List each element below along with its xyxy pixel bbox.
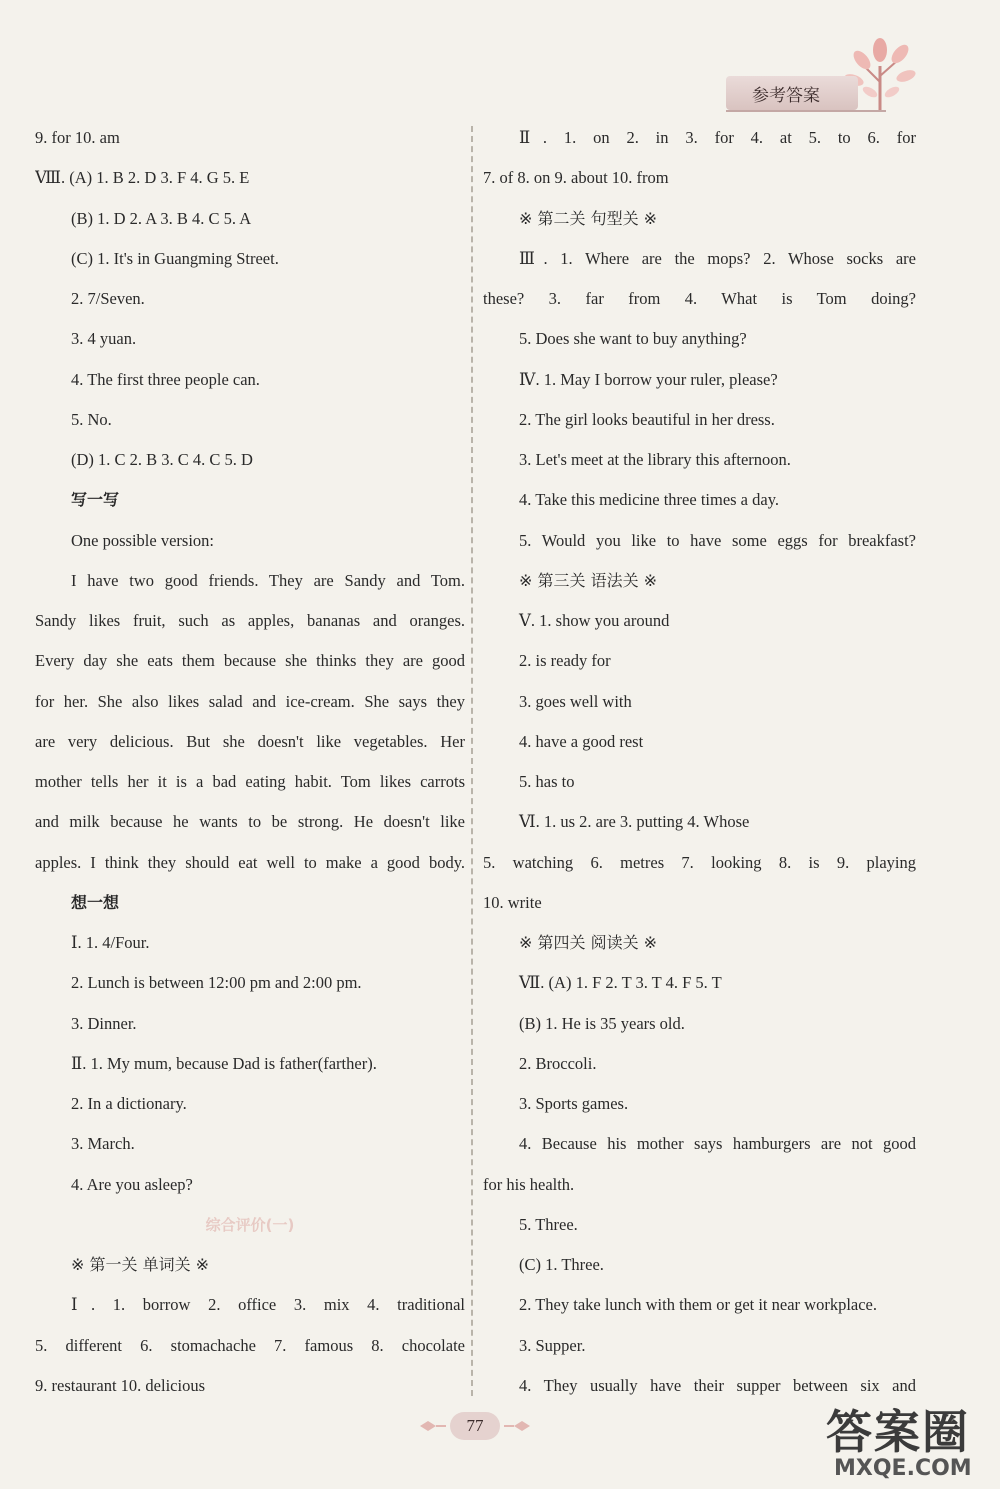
answer-line: 10. write <box>483 892 542 912</box>
answer-line: (B) 1. D 2. A 3. B 4. C 5. A <box>71 208 252 228</box>
level-heading: ※ 第一关 单词关 ※ <box>71 1255 210 1274</box>
essay-line: Sandy likes fruit, such as apples, bananas and oranges. <box>35 611 465 630</box>
answer-line: 4. The first three people can. <box>71 369 260 389</box>
answer-line: 9. restaurant 10. delicious <box>35 1375 205 1395</box>
essay-line: Every day she eats them because she thinks they are good <box>35 651 465 671</box>
answer-line: 3. Let's meet at the library this afternoon. <box>519 450 791 469</box>
answer-line: One possible version: <box>71 530 214 550</box>
answer-line: 2. Lunch is between 12:00 pm and 2:00 pm. <box>71 973 362 993</box>
answer-line: these? 3. far from 4. What is Tom doing? <box>483 289 916 308</box>
answer-line: 5. has to <box>519 772 575 791</box>
answer-line: Ⅱ. 1. on 2. in 3. for 4. at 5. to 6. for <box>519 128 916 147</box>
section-heading: 想一想 <box>71 892 120 912</box>
page-number: 77 <box>450 1412 500 1440</box>
level-heading: ※ 第四关 阅读关 ※ <box>519 933 658 952</box>
site-watermark <box>820 1396 1000 1489</box>
header-tag <box>726 76 858 110</box>
answer-line: 2. The girl looks beautiful in her dress. <box>519 409 775 429</box>
level-heading: ※ 第三关 语法关 ※ <box>519 570 658 590</box>
answer-line: 2. They take lunch with them or get it near workplace. <box>519 1295 877 1315</box>
answer-line: 4. Because his mother says hamburgers are not good <box>519 1134 916 1154</box>
answer-line: 2. 7/Seven. <box>71 289 145 308</box>
answer-line: 2. In a dictionary. <box>71 1094 187 1113</box>
essay-line: mother tells her it is a bad eating habit. Tom likes carrots <box>35 772 465 791</box>
essay-line: are very delicious. But she doesn't like vegetables. Her <box>35 731 465 751</box>
answer-line: 2. is ready for <box>519 651 611 671</box>
answer-line: 3. Dinner. <box>71 1013 137 1033</box>
watermark-logo-text: 答案圈 <box>826 1405 970 1459</box>
answer-line: 4. have a good rest <box>519 731 644 751</box>
answer-line: 3. Sports games. <box>519 1094 629 1113</box>
answer-line: 3. 4 yuan. <box>71 329 137 349</box>
answer-line: Ⅴ. 1. show you around <box>519 611 670 630</box>
essay-line: apples. I think they should eat well to make a good body. <box>35 852 465 872</box>
column-divider <box>471 126 473 1396</box>
section-title-faint: 综合评价(一) <box>205 1215 295 1234</box>
right-column <box>483 118 916 1406</box>
answer-line: 3. March. <box>71 1134 135 1154</box>
page-number-badge <box>418 1410 532 1444</box>
answer-line: Ⅵ. 1. us 2. are 3. putting 4. Whose <box>519 812 750 832</box>
answer-line: 5. Would you like to have some eggs for breakfast? <box>519 530 916 550</box>
left-column <box>35 118 465 1406</box>
answer-line: Ⅰ. 1. borrow 2. office 3. mix 4. traditional <box>71 1295 465 1315</box>
watermark-url: MXQE.COM <box>834 1456 972 1481</box>
essay-line: and milk because he wants to be strong. He doesn't like <box>35 812 465 832</box>
level-heading: ※ 第二关 句型关 ※ <box>519 208 658 228</box>
answer-line: Ⅲ. 1. Where are the mops? 2. Whose socks are <box>519 248 916 268</box>
answer-line: Ⅷ. (A) 1. B 2. D 3. F 4. G 5. E <box>35 168 250 188</box>
header-title: 参考答案 <box>752 86 820 106</box>
section-heading: 写一写 <box>71 490 120 510</box>
answer-line: (D) 1. C 2. B 3. C 4. C 5. D <box>71 450 253 469</box>
answer-line: 5. No. <box>71 409 112 429</box>
answer-line: 5. watching 6. metres 7. looking 8. is 9. playing <box>483 852 916 872</box>
answer-line: Ⅱ. 1. My mum, because Dad is father(farther). <box>71 1053 377 1073</box>
essay-line: for her. She also likes salad and ice-cream. She says they <box>35 691 465 711</box>
essay-line: I have two good friends. They are Sandy and Tom. <box>71 570 465 590</box>
answer-line: (C) 1. It's in Guangming Street. <box>71 248 279 268</box>
answer-line: for his health. <box>483 1174 575 1194</box>
answer-line: 4. They usually have their supper between six and <box>519 1375 916 1395</box>
answer-line: 3. Supper. <box>519 1335 586 1355</box>
answer-line: Ⅶ. (A) 1. F 2. T 3. T 4. F 5. T <box>519 973 722 993</box>
answer-line: (B) 1. He is 35 years old. <box>519 1013 685 1033</box>
answer-line: 9. for 10. am <box>35 128 120 147</box>
answer-line: 5. different 6. stomachache 7. famous 8. chocolate <box>35 1335 465 1355</box>
answer-line: 5. Does she want to buy anything? <box>519 329 747 349</box>
answer-line: Ⅳ. 1. May I borrow your ruler, please? <box>519 369 778 389</box>
answer-line: 7. of 8. on 9. about 10. from <box>483 168 669 188</box>
answer-line: 4. Take this medicine three times a day. <box>519 490 780 510</box>
answer-line: (C) 1. Three. <box>519 1255 604 1274</box>
answer-line: 3. goes well with <box>519 691 632 711</box>
answer-line: Ⅰ. 1. 4/Four. <box>71 933 150 952</box>
ornament-right-icon <box>504 1421 530 1431</box>
answer-line: 2. Broccoli. <box>519 1053 597 1073</box>
ornament-left-icon <box>420 1421 446 1431</box>
answer-line: 4. Are you asleep? <box>71 1174 193 1194</box>
header-underline <box>726 110 886 112</box>
answer-line: 5. Three. <box>519 1214 578 1234</box>
